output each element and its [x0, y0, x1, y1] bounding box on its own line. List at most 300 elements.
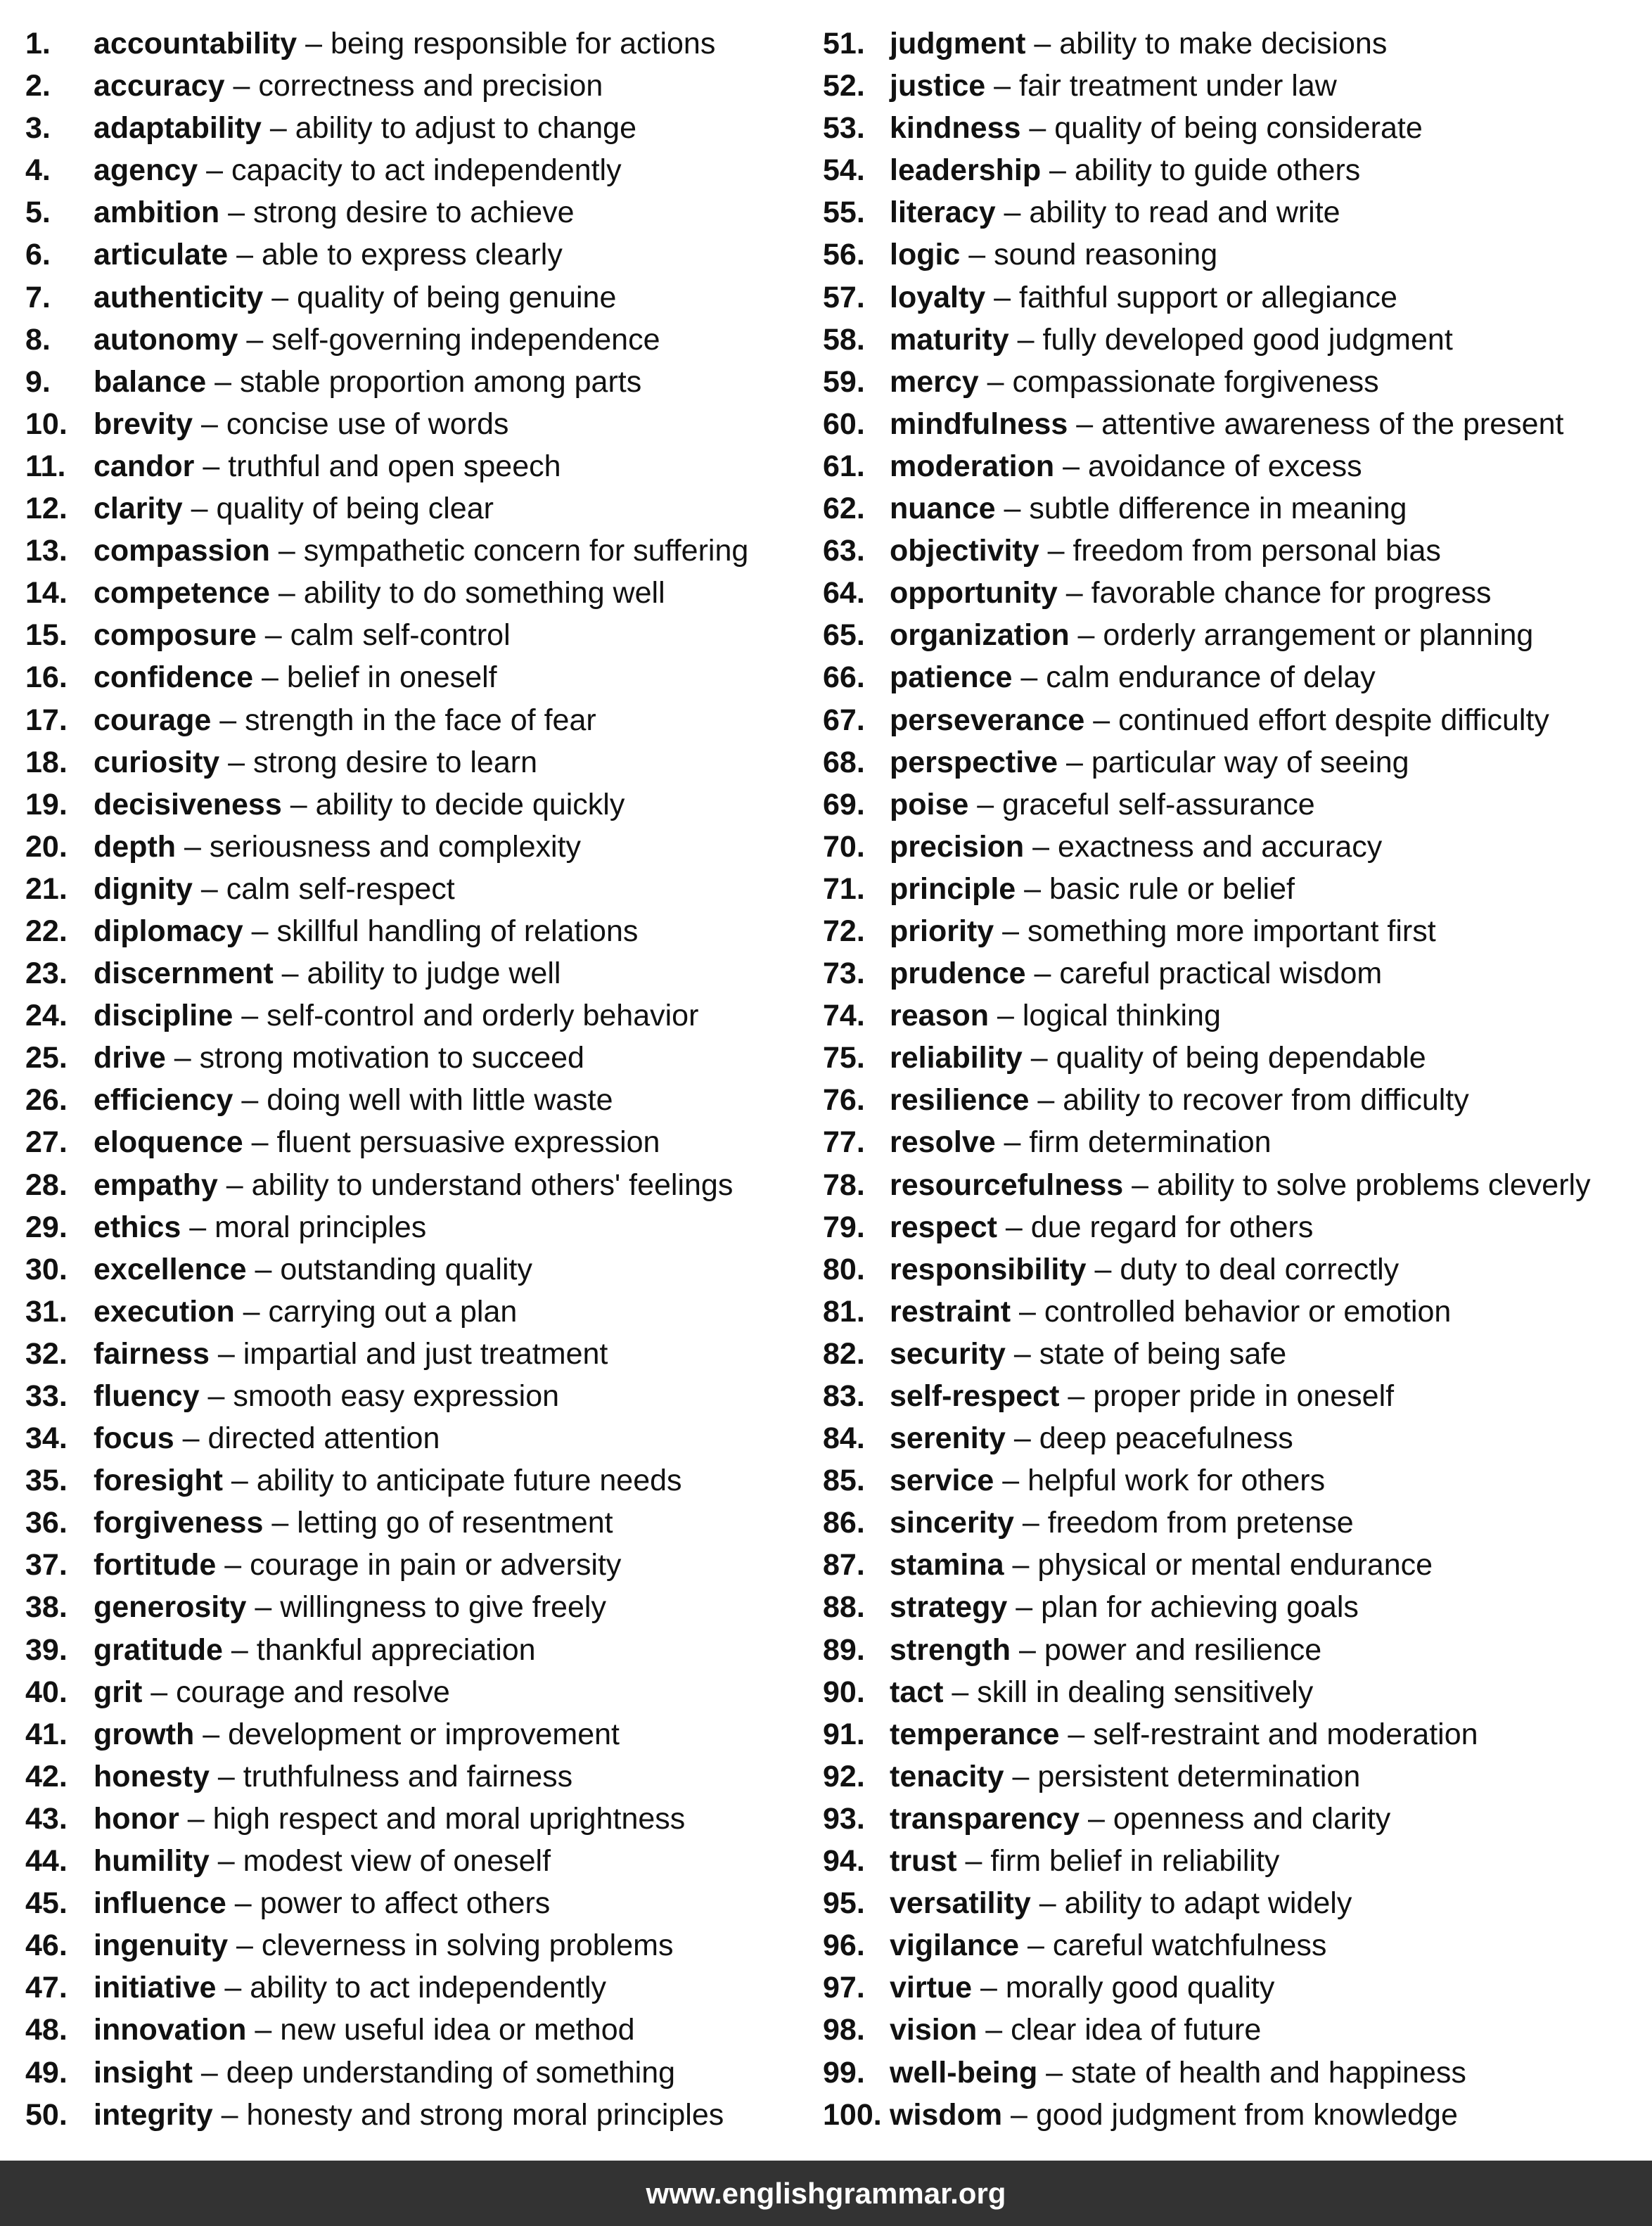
item-separator: –	[281, 787, 316, 821]
item-number: 48.	[25, 2013, 68, 2047]
item-separator: –	[217, 1168, 252, 1202]
list-item	[25, 1544, 820, 1586]
item-separator: –	[216, 1971, 250, 2005]
list-item	[823, 826, 1649, 868]
item-term: tact	[890, 1675, 944, 1709]
item-number: 90.	[823, 1675, 865, 1709]
list-item	[25, 1248, 820, 1291]
item-definition: ability to decide quickly	[315, 787, 625, 821]
item-separator: –	[1016, 871, 1050, 906]
item-separator: –	[226, 1886, 260, 1921]
list-item	[25, 1417, 820, 1459]
item-separator: –	[1029, 1083, 1063, 1118]
item-term: poise	[890, 787, 969, 821]
item-separator: –	[972, 1971, 1006, 2005]
item-term: autonomy	[94, 322, 238, 357]
item-number: 49.	[25, 2055, 68, 2090]
item-term: mindfulness	[890, 407, 1068, 441]
item-number: 6.	[25, 238, 51, 272]
list-item	[25, 1291, 820, 1333]
item-number: 86.	[823, 1506, 865, 1540]
item-term: curiosity	[94, 745, 220, 779]
item-term: opportunity	[890, 576, 1058, 610]
item-term: versatility	[890, 1886, 1031, 1921]
item-term: foresight	[94, 1464, 223, 1498]
item-term: strength	[890, 1632, 1011, 1667]
item-separator: –	[269, 576, 304, 610]
item-number: 21.	[25, 871, 68, 906]
word-list-column-left	[25, 23, 820, 2136]
list-item	[823, 741, 1649, 783]
item-term: nuance	[890, 492, 996, 526]
item-term: ambition	[94, 196, 220, 230]
list-item	[25, 65, 820, 107]
item-definition: persistent determination	[1037, 1759, 1361, 1793]
item-separator: –	[1123, 1168, 1158, 1202]
item-number: 80.	[823, 1252, 865, 1286]
item-definition: basic rule or belief	[1049, 871, 1295, 906]
item-separator: –	[1011, 1294, 1044, 1329]
item-number: 26.	[25, 1083, 68, 1118]
item-term: reliability	[890, 1041, 1023, 1075]
list-item	[25, 107, 820, 149]
list-item	[823, 319, 1649, 361]
item-term: organization	[890, 618, 1070, 653]
item-definition: careful watchfulness	[1052, 1928, 1327, 1963]
item-term: discipline	[94, 999, 233, 1033]
item-term: generosity	[94, 1590, 247, 1625]
item-term: sincerity	[890, 1506, 1014, 1540]
item-number: 41.	[25, 1717, 68, 1751]
item-separator: –	[956, 1844, 991, 1879]
list-item	[823, 910, 1649, 952]
item-term: growth	[94, 1717, 195, 1751]
item-term: innovation	[94, 2013, 247, 2047]
item-term: temperance	[890, 1717, 1060, 1751]
item-number: 89.	[823, 1632, 865, 1667]
item-definition: compassionate forgiveness	[1012, 364, 1379, 399]
item-term: discernment	[94, 957, 274, 991]
list-item	[25, 403, 820, 445]
item-separator: –	[978, 364, 1013, 399]
item-term: confidence	[94, 660, 253, 695]
item-separator: –	[1013, 1506, 1048, 1540]
item-definition: ability to judge well	[307, 957, 561, 991]
item-number: 30.	[25, 1252, 68, 1286]
list-item	[25, 191, 820, 234]
item-definition: freedom from pretense	[1047, 1506, 1354, 1540]
item-separator: –	[1069, 618, 1103, 653]
item-separator: –	[985, 69, 1020, 103]
item-separator: –	[261, 111, 295, 146]
item-number: 11.	[25, 449, 66, 483]
list-item	[823, 1206, 1649, 1248]
item-term: balance	[94, 364, 207, 399]
item-definition: cleverness in solving problems	[261, 1928, 674, 1963]
item-separator: –	[211, 703, 245, 737]
item-definition: fair treatment under law	[1019, 69, 1337, 103]
item-definition: ability to understand others' feelings	[251, 1168, 734, 1202]
item-definition: favorable chance for progress	[1091, 576, 1492, 610]
item-separator: –	[1004, 1759, 1038, 1793]
item-number: 58.	[823, 322, 865, 357]
item-number: 3.	[25, 111, 51, 146]
item-definition: ability to do something well	[303, 576, 665, 610]
item-definition: faithful support or allegiance	[1019, 280, 1397, 314]
item-definition: good judgment from knowledge	[1035, 2097, 1458, 2132]
item-number: 78.	[823, 1168, 865, 1202]
item-separator: –	[977, 2013, 1011, 2047]
item-separator: –	[181, 1210, 215, 1244]
item-definition: able to express clearly	[262, 238, 563, 272]
item-number: 33.	[25, 1379, 68, 1413]
item-definition: willingness to give freely	[280, 1590, 606, 1625]
item-separator: –	[209, 1336, 243, 1371]
item-separator: –	[995, 196, 1030, 230]
item-separator: –	[1020, 111, 1055, 146]
item-number: 67.	[823, 703, 865, 737]
item-number: 71.	[823, 871, 865, 906]
item-separator: –	[142, 1675, 177, 1709]
item-number: 87.	[823, 1548, 865, 1582]
item-separator: –	[273, 957, 307, 991]
list-item	[823, 2009, 1649, 2051]
item-term: well-being	[890, 2055, 1038, 2090]
list-item	[25, 994, 820, 1037]
item-definition: state of being safe	[1039, 1336, 1287, 1371]
item-definition: development or improvement	[228, 1717, 620, 1751]
list-item	[25, 1037, 820, 1079]
item-number: 34.	[25, 1421, 68, 1456]
list-item	[823, 614, 1649, 656]
item-number: 77.	[823, 1125, 865, 1160]
item-term: candor	[94, 449, 195, 483]
item-number: 43.	[25, 1801, 68, 1836]
list-item	[25, 1840, 820, 1882]
item-definition: due regard for others	[1030, 1210, 1314, 1244]
item-separator: –	[253, 660, 287, 695]
item-definition: letting go of resentment	[297, 1506, 613, 1540]
footer-bar	[0, 2161, 1652, 2226]
item-number: 92.	[823, 1759, 865, 1793]
item-term: fluency	[94, 1379, 200, 1413]
list-item	[25, 1798, 820, 1840]
item-term: stamina	[890, 1548, 1004, 1582]
item-separator: –	[297, 27, 331, 60]
item-separator: –	[1024, 829, 1058, 864]
item-definition: orderly arrangement or planning	[1103, 618, 1534, 653]
item-definition: strong desire to achieve	[252, 196, 575, 230]
item-number: 94.	[823, 1844, 865, 1879]
item-number: 40.	[25, 1675, 68, 1709]
item-definition: courage and resolve	[176, 1675, 450, 1709]
item-number: 54.	[823, 153, 865, 188]
item-separator: –	[994, 1464, 1028, 1498]
item-definition: being responsible for actions	[330, 27, 716, 60]
item-number: 16.	[25, 660, 68, 695]
item-definition: ability to solve problems cleverly	[1157, 1168, 1591, 1202]
item-separator: –	[238, 322, 272, 357]
word-list-column-right	[823, 23, 1649, 2136]
item-definition: ability to adjust to change	[295, 111, 637, 146]
list-item	[25, 2009, 820, 2051]
item-number: 93.	[823, 1801, 865, 1836]
item-number: 7.	[25, 280, 51, 314]
item-number: 27.	[25, 1125, 68, 1160]
item-definition: self-governing independence	[271, 322, 660, 357]
item-definition: subtle difference in meaning	[1029, 492, 1407, 526]
item-definition: controlled behavior or emotion	[1044, 1294, 1452, 1329]
item-number: 69.	[823, 787, 865, 821]
list-item	[25, 741, 820, 783]
list-item	[25, 2094, 820, 2136]
item-number: 63.	[823, 534, 865, 568]
item-number: 68.	[823, 745, 865, 779]
item-number: 38.	[25, 1590, 68, 1625]
item-separator: –	[1086, 1252, 1120, 1286]
item-number: 85.	[823, 1464, 865, 1498]
list-item	[823, 952, 1649, 994]
list-item	[823, 1755, 1649, 1798]
item-definition: graceful self-assurance	[1002, 787, 1315, 821]
item-number: 9.	[25, 364, 51, 399]
list-item	[823, 361, 1649, 403]
list-item	[25, 149, 820, 191]
list-item	[25, 1502, 820, 1544]
item-number: 62.	[823, 492, 865, 526]
item-term: decisiveness	[94, 787, 282, 821]
list-item	[25, 276, 820, 319]
item-separator: –	[1012, 660, 1046, 695]
item-number: 97.	[823, 1971, 865, 2005]
item-number: 98.	[823, 2013, 865, 2047]
item-number: 5.	[25, 196, 51, 230]
item-separator: –	[1059, 1379, 1094, 1413]
item-separator: –	[192, 2055, 226, 2090]
item-definition: belief in oneself	[286, 660, 497, 695]
list-item	[25, 361, 820, 403]
item-term: composure	[94, 618, 257, 653]
item-number: 37.	[25, 1548, 68, 1582]
item-separator: –	[219, 196, 253, 230]
list-item	[25, 1882, 820, 1924]
item-definition: new useful idea or method	[280, 2013, 635, 2047]
item-number: 59.	[823, 364, 865, 399]
item-term: principle	[890, 871, 1016, 906]
item-separator: –	[224, 69, 259, 103]
item-definition: stable proportion among parts	[239, 364, 642, 399]
list-item	[823, 1882, 1649, 1924]
list-item	[25, 1671, 820, 1713]
item-definition: careful practical wisdom	[1059, 957, 1383, 991]
item-separator: –	[228, 238, 262, 272]
item-separator: –	[256, 618, 290, 653]
item-term: priority	[890, 914, 994, 948]
list-item	[25, 656, 820, 698]
list-item	[25, 1459, 820, 1502]
item-term: depth	[94, 829, 177, 864]
item-term: courage	[94, 703, 212, 737]
item-number: 64.	[823, 576, 865, 610]
item-number: 99.	[823, 2055, 865, 2090]
item-definition: sound reasoning	[994, 238, 1218, 272]
item-definition: power to affect others	[260, 1886, 551, 1921]
item-definition: quality of being considerate	[1054, 111, 1423, 146]
item-term: responsibility	[890, 1252, 1087, 1286]
item-term: vigilance	[890, 1928, 1020, 1963]
list-item	[823, 530, 1649, 572]
list-item	[25, 1586, 820, 1628]
item-number: 10.	[25, 407, 68, 441]
item-definition: attentive awareness of the present	[1101, 407, 1564, 441]
item-term: service	[890, 1464, 994, 1498]
item-separator: –	[1058, 745, 1091, 779]
item-number: 24.	[25, 999, 68, 1033]
item-separator: –	[995, 1125, 1030, 1160]
list-item	[823, 1966, 1649, 2009]
item-definition: doing well with little waste	[267, 1083, 613, 1118]
item-number: 18.	[25, 745, 68, 779]
list-item	[25, 530, 820, 572]
item-term: tenacity	[890, 1759, 1004, 1793]
list-item	[823, 403, 1649, 445]
item-definition: freedom from personal bias	[1072, 534, 1441, 568]
item-definition: strong motivation to succeed	[199, 1041, 584, 1075]
item-separator: –	[1041, 153, 1075, 188]
item-separator: –	[1084, 703, 1119, 737]
item-term: serenity	[890, 1421, 1006, 1456]
item-number: 36.	[25, 1506, 68, 1540]
list-item	[25, 572, 820, 614]
item-number: 53.	[823, 111, 865, 146]
item-separator: –	[228, 1928, 262, 1963]
item-term: respect	[890, 1210, 997, 1244]
item-term: influence	[94, 1886, 226, 1921]
item-number: 70.	[823, 829, 865, 864]
item-number: 75.	[823, 1041, 865, 1075]
item-number: 1.	[25, 27, 51, 60]
item-definition: modest view of oneself	[243, 1844, 551, 1879]
list-item	[25, 319, 820, 361]
list-item	[823, 65, 1649, 107]
item-separator: –	[222, 1632, 257, 1667]
item-number: 76.	[823, 1083, 865, 1118]
list-item	[823, 487, 1649, 530]
list-item	[25, 783, 820, 826]
item-term: honor	[94, 1801, 179, 1836]
list-item	[25, 868, 820, 910]
item-separator: –	[997, 1210, 1031, 1244]
item-separator: –	[1059, 1717, 1094, 1751]
list-item	[823, 572, 1649, 614]
footer-url[interactable]: www.englishgrammar.org	[646, 2177, 1006, 2210]
item-separator: –	[176, 829, 210, 864]
item-separator: –	[1009, 322, 1043, 357]
item-term: transparency	[890, 1801, 1080, 1836]
item-separator: –	[995, 492, 1030, 526]
item-definition: correctness and precision	[258, 69, 603, 103]
item-separator: –	[206, 364, 240, 399]
list-item	[25, 1121, 820, 1163]
item-term: strategy	[890, 1590, 1008, 1625]
item-separator: –	[233, 999, 267, 1033]
item-number: 13.	[25, 534, 68, 568]
item-term: perspective	[890, 745, 1058, 779]
item-separator: –	[194, 1717, 229, 1751]
item-definition: directed attention	[207, 1421, 440, 1456]
item-number: 45.	[25, 1886, 68, 1921]
item-number: 2.	[25, 69, 51, 103]
item-number: 91.	[823, 1717, 865, 1751]
item-separator: –	[243, 1125, 277, 1160]
item-term: resolve	[890, 1125, 996, 1160]
item-number: 35.	[25, 1464, 68, 1498]
item-definition: calm self-respect	[226, 871, 455, 906]
item-definition: self-restraint and moderation	[1093, 1717, 1478, 1751]
item-term: fairness	[94, 1336, 210, 1371]
list-item	[25, 826, 820, 868]
item-number: 55.	[823, 196, 865, 230]
item-term: insight	[94, 2055, 193, 2090]
item-definition: state of health and happiness	[1071, 2055, 1466, 2090]
list-item	[25, 699, 820, 741]
list-item	[823, 1375, 1649, 1417]
list-item	[25, 1333, 820, 1375]
item-separator: –	[989, 999, 1023, 1033]
item-term: dignity	[94, 871, 193, 906]
item-term: leadership	[890, 153, 1042, 188]
item-separator: –	[174, 1421, 208, 1456]
item-definition: physical or mental endurance	[1037, 1548, 1433, 1582]
item-number: 22.	[25, 914, 68, 948]
item-separator: –	[1022, 1041, 1056, 1075]
list-item	[823, 1502, 1649, 1544]
item-definition: truthful and open speech	[228, 449, 561, 483]
item-definition: skillful handling of relations	[276, 914, 639, 948]
list-item	[823, 445, 1649, 487]
item-number: 47.	[25, 1971, 68, 2005]
item-definition: concise use of words	[226, 407, 509, 441]
item-definition: clear idea of future	[1011, 2013, 1262, 2047]
item-number: 74.	[823, 999, 865, 1033]
item-term: judgment	[890, 27, 1026, 60]
item-separator: –	[1054, 449, 1088, 483]
list-item	[823, 1417, 1649, 1459]
item-separator: –	[219, 745, 254, 779]
item-number: 95.	[823, 1886, 865, 1921]
item-separator: –	[1039, 534, 1073, 568]
item-separator: –	[199, 1379, 233, 1413]
item-separator: –	[165, 1041, 200, 1075]
list-item	[25, 1755, 820, 1798]
item-definition: strength in the face of fear	[245, 703, 596, 737]
item-definition: quality of being dependable	[1056, 1041, 1426, 1075]
item-term: objectivity	[890, 534, 1039, 568]
item-separator: –	[209, 1844, 243, 1879]
item-term: mercy	[890, 364, 979, 399]
item-definition: impartial and just treatment	[243, 1336, 608, 1371]
item-term: justice	[890, 69, 986, 103]
item-number: 14.	[25, 576, 68, 610]
item-definition: thankful appreciation	[256, 1632, 536, 1667]
item-separator: –	[209, 1759, 243, 1793]
item-number: 4.	[25, 153, 51, 188]
item-definition: honesty and strong moral principles	[246, 2097, 724, 2132]
item-separator: –	[246, 1590, 281, 1625]
item-number: 57.	[823, 280, 865, 314]
list-item	[823, 1840, 1649, 1882]
item-term: security	[890, 1336, 1006, 1371]
